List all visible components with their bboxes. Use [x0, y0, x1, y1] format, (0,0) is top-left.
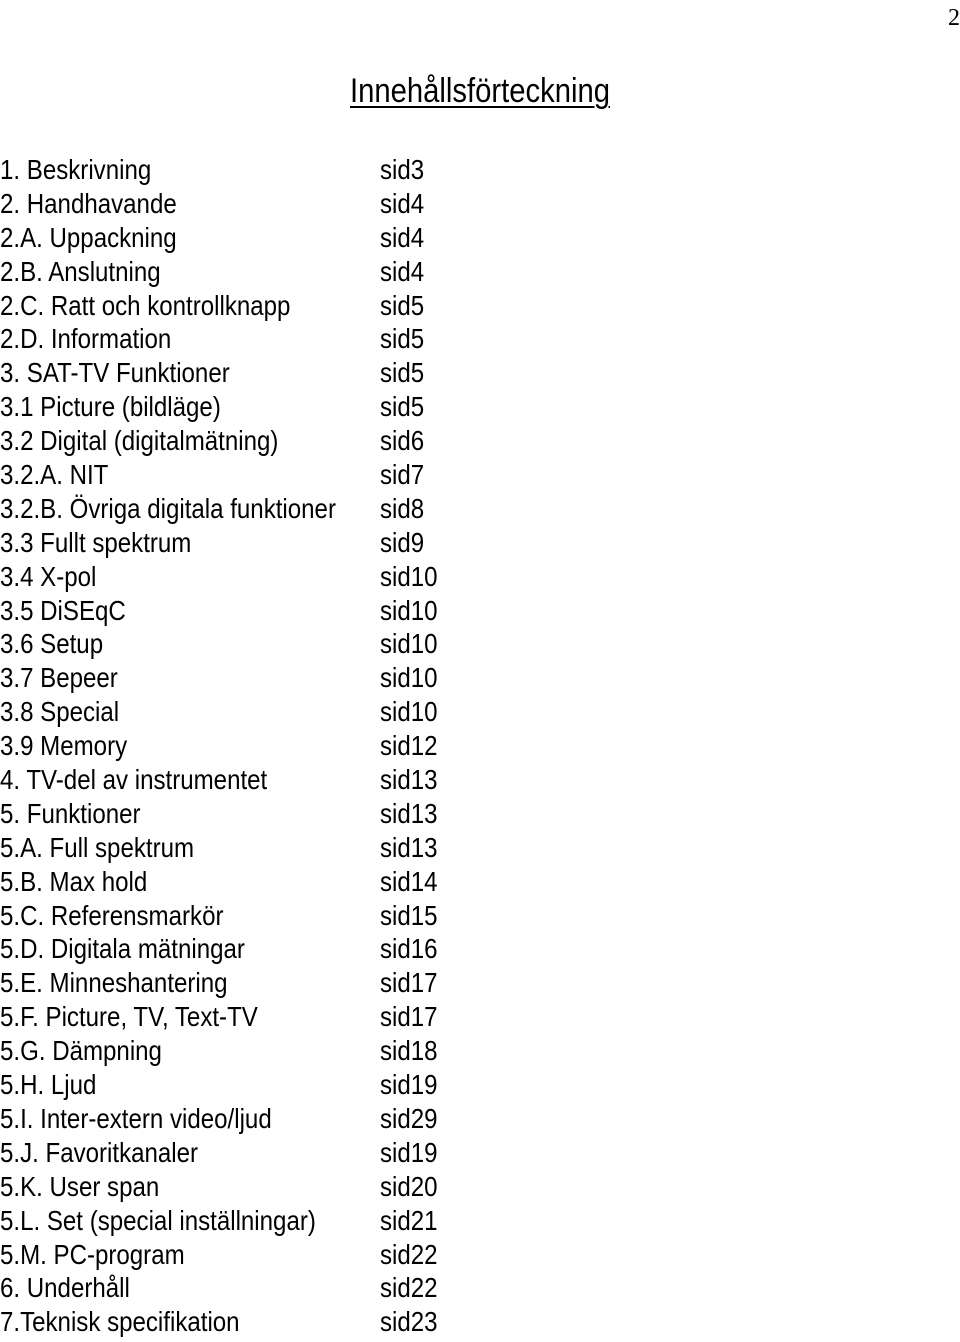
toc-entry-page: sid4 — [380, 221, 425, 253]
toc-entry-page: sid4 — [380, 255, 425, 287]
page-number: 2 — [948, 5, 960, 31]
toc-entry-page: sid29 — [380, 1102, 438, 1134]
toc-entry-label: 5.E. Minneshantering — [0, 967, 228, 999]
toc-entry-page: sid15 — [380, 899, 438, 931]
toc-entry-page: sid19 — [380, 1069, 438, 1101]
toc-entry — [0, 797, 470, 831]
toc-entry — [0, 458, 470, 492]
toc-entry — [0, 187, 470, 221]
toc-entry-page: sid9 — [380, 526, 425, 558]
toc-entry-label: 3.5 DiSEqC — [0, 594, 126, 626]
toc-entry-page: sid6 — [380, 425, 425, 457]
toc-entry-label: 5.A. Full spektrum — [0, 831, 195, 863]
toc-entry — [0, 322, 470, 356]
toc-entry-label: 3.7 Bepeer — [0, 662, 118, 694]
toc-entry-page: sid19 — [380, 1136, 438, 1168]
toc-entry — [0, 695, 470, 729]
toc-entry — [0, 390, 470, 424]
toc-entry-label: 4. TV-del av instrumentet — [0, 764, 268, 796]
toc-entry-label: 1. Beskrivning — [0, 154, 152, 185]
toc-entry — [0, 424, 470, 458]
toc-entry-label: 5.K. User span — [0, 1170, 160, 1202]
toc-entry-label: 3.6 Setup — [0, 628, 104, 660]
page-title: Innehållsförteckning — [349, 72, 611, 110]
toc-entry-page: sid18 — [380, 1035, 438, 1067]
toc-entry-page: sid8 — [380, 492, 425, 524]
toc-entry — [0, 492, 470, 526]
toc-entry — [0, 526, 470, 560]
toc-entry — [0, 1238, 470, 1272]
toc-entry-page: sid17 — [380, 967, 438, 999]
toc-entry-page: sid5 — [380, 357, 425, 389]
toc-entry — [0, 831, 470, 865]
toc-entry — [0, 932, 470, 966]
table-of-contents — [0, 153, 470, 1339]
toc-entry-label: 3.9 Memory — [0, 730, 128, 762]
toc-entry-label: 5.L. Set (special inställningar) — [0, 1204, 316, 1236]
toc-entry-page: sid13 — [380, 831, 438, 863]
toc-entry-page: sid13 — [380, 797, 438, 829]
toc-entry-page: sid5 — [380, 323, 425, 355]
toc-entry-label: 5.M. PC-program — [0, 1238, 185, 1270]
toc-entry-label: 3.2 Digital (digitalmätning) — [0, 425, 279, 457]
toc-entry — [0, 560, 470, 594]
toc-entry-label: 3. SAT-TV Funktioner — [0, 357, 230, 389]
toc-entry — [0, 966, 470, 1000]
toc-entry-label: 2.D. Information — [0, 323, 172, 355]
toc-entry-label: 5. Funktioner — [0, 797, 141, 829]
toc-entry-label: 5.J. Favoritkanaler — [0, 1136, 199, 1168]
toc-entry-label: 7.Teknisk specifikation — [0, 1306, 240, 1338]
toc-entry — [0, 1136, 470, 1170]
toc-entry-page: sid3 — [380, 154, 425, 185]
toc-entry-label: 6. Underhåll — [0, 1272, 130, 1304]
toc-entry — [0, 1204, 470, 1238]
toc-entry — [0, 865, 470, 899]
toc-entry-page: sid4 — [380, 187, 425, 219]
toc-entry — [0, 1000, 470, 1034]
toc-entry-label: 5.D. Digitala mätningar — [0, 933, 245, 965]
toc-entry — [0, 729, 470, 763]
toc-entry-page: sid13 — [380, 764, 438, 796]
toc-entry-page: sid16 — [380, 933, 438, 965]
toc-entry — [0, 661, 470, 695]
toc-entry-page: sid5 — [380, 391, 425, 423]
toc-entry — [0, 627, 470, 661]
toc-entry-page: sid14 — [380, 865, 438, 897]
toc-entry — [0, 356, 470, 390]
toc-entry — [0, 153, 470, 187]
toc-entry-page: sid10 — [380, 560, 438, 592]
toc-entry-page: sid10 — [380, 628, 438, 660]
toc-entry-label: 2.B. Anslutning — [0, 255, 161, 287]
toc-entry — [0, 594, 470, 628]
toc-entry — [0, 289, 470, 323]
toc-entry-page: sid7 — [380, 459, 425, 491]
toc-entry-label: 5.H. Ljud — [0, 1069, 97, 1101]
toc-entry-page: sid20 — [380, 1170, 438, 1202]
toc-entry-page: sid17 — [380, 1001, 438, 1033]
toc-entry-label: 2.A. Uppackning — [0, 221, 177, 253]
toc-entry — [0, 763, 470, 797]
toc-entry — [0, 221, 470, 255]
toc-entry — [0, 1170, 470, 1204]
toc-entry-page: sid22 — [380, 1238, 438, 1270]
toc-entry-label: 3.3 Fullt spektrum — [0, 526, 192, 558]
toc-entry-label: 2. Handhavande — [0, 187, 177, 219]
toc-entry-label: 3.4 X-pol — [0, 560, 97, 592]
toc-entry — [0, 899, 470, 933]
toc-entry-label: 5.C. Referensmarkör — [0, 899, 224, 931]
toc-entry-page: sid23 — [380, 1306, 438, 1338]
toc-entry-label: 5.F. Picture, TV, Text-TV — [0, 1001, 258, 1033]
toc-entry-page: sid5 — [380, 289, 425, 321]
toc-entry-page: sid10 — [380, 662, 438, 694]
toc-entry — [0, 1068, 470, 1102]
toc-entry-label: 3.2.A. NIT — [0, 459, 109, 491]
toc-entry-label: 3.8 Special — [0, 696, 120, 728]
toc-entry-label: 5.B. Max hold — [0, 865, 148, 897]
toc-entry-label: 5.G. Dämpning — [0, 1035, 162, 1067]
toc-entry-label: 5.I. Inter-extern video/ljud — [0, 1102, 272, 1134]
toc-entry-label: 3.2.B. Övriga digitala funktioner — [0, 492, 336, 524]
toc-entry-page: sid10 — [380, 594, 438, 626]
toc-entry-label: 2.C. Ratt och kontrollknapp — [0, 289, 291, 321]
toc-entry-page: sid22 — [380, 1272, 438, 1304]
toc-entry — [0, 1271, 470, 1305]
toc-entry — [0, 1305, 470, 1339]
toc-entry — [0, 1034, 470, 1068]
toc-entry — [0, 255, 470, 289]
toc-entry-page: sid21 — [380, 1204, 438, 1236]
toc-entry-page: sid10 — [380, 696, 438, 728]
toc-entry-page: sid12 — [380, 730, 438, 762]
toc-entry-label: 3.1 Picture (bildläge) — [0, 391, 221, 423]
toc-entry — [0, 1102, 470, 1136]
